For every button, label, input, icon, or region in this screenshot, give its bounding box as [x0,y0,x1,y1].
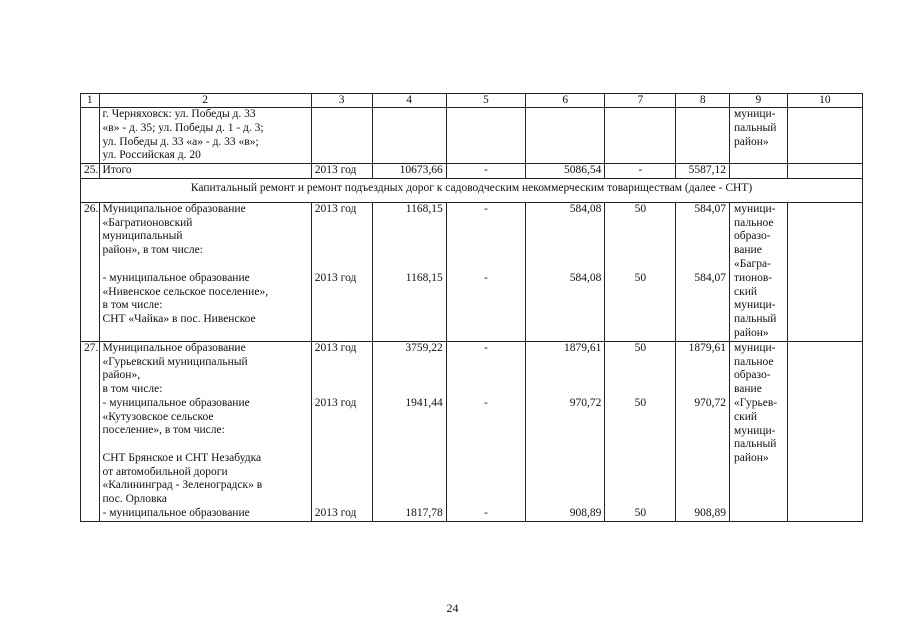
col-number: 1 [81,94,100,108]
value-cell: 584,08 584,08 [526,202,605,341]
column-number-row [81,94,863,108]
value-cell: - - [446,202,525,341]
col-number: 3 [311,94,372,108]
col-number: 9 [730,94,788,108]
total-cell: 10673,66 [372,164,446,179]
budget-table [80,93,863,522]
value-cell: 5086,54 [526,164,605,179]
value-cell: 1879,61 970,72 908,89 [526,341,605,521]
total-cell: 3759,22 1941,44 1817,78 [372,341,446,521]
value-cell: - [446,164,525,179]
recipient-cell: муници- пальное образо- вание «Гурьев- ский муници- пальный район» [730,341,788,521]
year-cell: 2013 год [311,164,372,179]
table-row [81,108,863,164]
year-cell: 2013 год 2013 год [311,202,372,341]
table-row [81,202,863,341]
value-cell: - - - [446,341,525,521]
object-name: г. Черняховск: ул. Победы д. 33 «в» - д. 35; ул. Победы д. 1 - д. 3; ул. Победы д. 33 «а» - д. 33 «в»; ул. Российская д. 20 [99,108,311,164]
col-number: 4 [372,94,446,108]
section-title: Капитальный ремонт и ремонт подъездных дорог к садоводческим некоммерческим товариществам (далее - СНТ) [81,178,863,202]
object-name: Муниципальное образование «Гурьевский муниципальный район», в том числе: - муниципальное образование «Кутузовское сельское поселение», в том числе: СНТ Брянское и СНТ Незабудка от автомобильной дороги «Калининград - Зеленоградск» в пос. Орловка - муниципальное образование [99,341,311,521]
recipient-cell: муници- пальный район» [730,108,788,164]
value-cell: 5587,12 [676,164,730,179]
object-name: Муниципальное образование «Багратионовский муниципальный район», в том числе: - муниципальное образование «Нивенское сельское поселение», в том числе: СНТ «Чайка» в пос. Нивенское [99,202,311,341]
value-cell: 50 50 [605,202,676,341]
value-cell: 50 50 50 [605,341,676,521]
row-number: 27. [81,341,100,521]
table-row [81,341,863,521]
col-number: 2 [99,94,311,108]
page-number: 24 [446,601,459,615]
col-number: 8 [676,94,730,108]
section-row [81,178,863,202]
row-number: 25. [81,164,100,179]
col-number: 10 [787,94,862,108]
value-cell: 584,07 584,07 [676,202,730,341]
total-cell: 1168,15 1168,15 [372,202,446,341]
object-name: Итого [99,164,311,179]
value-cell: - [605,164,676,179]
table-row [81,164,863,179]
row-number: 26. [81,202,100,341]
col-number: 5 [446,94,525,108]
value-cell: 1879,61 970,72 908,89 [676,341,730,521]
recipient-cell: муници- пальное образо- вание «Багра- тионов- ский муници- пальный район» [730,202,788,341]
col-number: 6 [526,94,605,108]
year-cell: 2013 год 2013 год 2013 год [311,341,372,521]
col-number: 7 [605,94,676,108]
